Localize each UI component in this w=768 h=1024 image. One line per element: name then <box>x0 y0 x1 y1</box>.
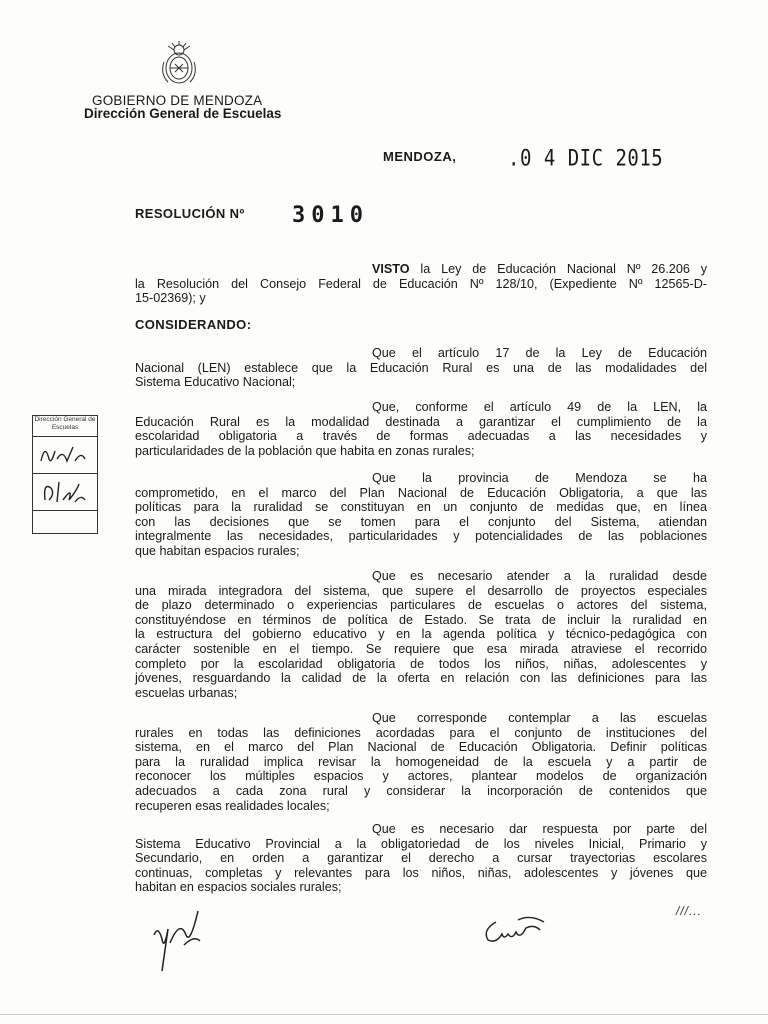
paragraph-line: rurales en todas las definiciones acordadas para el conjunto de instituciones del <box>135 725 707 740</box>
resolution-number: 3010 <box>292 203 369 228</box>
paragraph-line: Que es necesario atender a la ruralidad desde <box>372 569 707 583</box>
paragraph-line: carácter sostenible en el tiempo. Se requiere que esa mirada atraviese el recorrido <box>135 641 707 656</box>
page-edge <box>0 1014 768 1015</box>
paragraph-line: sistema, en el marco del Plan Nacional de Educación Obligatoria. Definir políticas <box>135 740 707 755</box>
paragraph-line: integralmente las necesidades, particularidades y potencialidades de las poblaciones <box>135 529 707 544</box>
paragraph-line: Que es necesario dar respuesta por parte del <box>372 822 707 836</box>
paragraph-line: de plazo determinado o experiencias particulares de escuelas o actores del sistema, <box>135 598 707 613</box>
signature-icon <box>140 905 210 975</box>
paragraph-line: escolaridad obligatoria a través de formas adecuadas a las necesidades y <box>135 429 707 444</box>
paragraph-line: para la ruralidad implica revisar la homogeneidad de la escuela y a partir de <box>135 754 707 769</box>
date-stamp: .0 4 DIC 2015 <box>508 146 664 172</box>
paragraph-line: escuelas urbanas; <box>135 685 238 700</box>
stamp-heading: Dirección General de Escuelas <box>33 416 97 437</box>
paragraph-line: adecuados a cada zona rural y considerar la incorporación de contenidos que <box>135 783 707 798</box>
visto-line: la Resolución del Consejo Federal de Educación Nº 128/10, (Expediente Nº 12565-D- <box>135 276 707 291</box>
paragraph-line: constituyéndose en términos de política de Estado. Se trata de incluir la ruralidad en <box>135 612 707 627</box>
resolution-label: RESOLUCIÓN Nº <box>135 206 245 221</box>
considerando-paragraph <box>135 711 707 813</box>
paragraph-line: que habitan espacios rurales; <box>135 543 300 558</box>
visto-keyword: VISTO <box>372 262 410 276</box>
visto-line: 15-02369); y <box>135 291 206 306</box>
mendoza-seal-icon <box>158 40 200 88</box>
visto-paragraph <box>135 262 707 306</box>
approval-stamp-box <box>32 415 98 534</box>
paragraph-line: Que corresponde contemplar a las escuelas <box>372 711 707 725</box>
paragraph-line: Que, conforme el artículo 49 de la LEN, la <box>372 400 707 414</box>
paragraph-line: jóvenes, resguardando la calidad de la oferta en relación con las definiciones para las <box>135 671 707 686</box>
paragraph-line: reconocer los múltiples espacios y actores, plantear modelos de organización <box>135 769 707 784</box>
paragraph-line: Educación Rural es la modalidad destinada a garantizar el cumplimiento de la <box>135 414 707 429</box>
paragraph-line: Sistema Educativo Provincial a la obligatoriedad de los niveles Inicial, Primario y <box>135 836 707 851</box>
paragraph-line: Nacional (LEN) establece que la Educación Rural es una de las modalidades del <box>135 360 707 375</box>
paragraph-line: particularidades de la población que habita en zonas rurales; <box>135 443 475 458</box>
paragraph-line: Que la provincia de Mendoza se ha <box>372 471 707 485</box>
department-name: Dirección General de Escuelas <box>84 106 282 121</box>
considerando-paragraph <box>135 400 707 458</box>
paragraph-line: Secundario, en orden a garantizar el derecho a cursar trayectorias escolares <box>135 851 707 866</box>
paragraph-line: habitan en espacios sociales rurales; <box>135 880 342 895</box>
initials-signature-icon <box>33 474 97 510</box>
stamp-initials-cell <box>33 474 97 511</box>
stamp-initials-cell <box>33 437 97 474</box>
paragraph-line: continuas, completas y relevantes para los niños, niñas, adolescentes y jóvenes que <box>135 865 707 880</box>
paragraph-line: con las decisiones que se tomen para el conjunto del Sistema, atiendan <box>135 514 707 529</box>
paragraph-line: políticas para la ruralidad se constituyan en un conjunto de medidas que, en línea <box>135 500 707 515</box>
paragraph-line: Que el artículo 17 de la Ley de Educación <box>372 346 707 360</box>
paragraph-line: la estructura del gobierno educativo y en la agenda política y técnico-pedagógica con <box>135 627 707 642</box>
government-name: GOBIERNO DE MENDOZA <box>92 93 263 108</box>
paragraph-line: comprometido, en el marco del Plan Nacional de Educación Obligatoria, a que las <box>135 485 707 500</box>
considerando-heading: CONSIDERANDO: <box>135 317 252 332</box>
paragraph-line: recuperen esas realidades locales; <box>135 798 330 813</box>
considerando-paragraph <box>135 569 707 700</box>
visto-line: la Ley de Educación Nacional Nº 26.206 y <box>409 262 707 276</box>
considerando-paragraph <box>135 471 707 559</box>
paragraph-line: completo por la escolaridad obligatoria de todos los niños, niñas, adolescentes y <box>135 656 707 671</box>
signature-icon <box>478 910 558 950</box>
continuation-mark: ///... <box>676 904 703 918</box>
initials-signature-icon <box>33 437 97 473</box>
considerando-paragraph <box>135 346 707 390</box>
paragraph-line: una mirada integradora del sistema, que supere el desarrollo de proyectos especiales <box>135 583 707 598</box>
place-label: MENDOZA, <box>383 149 457 164</box>
paragraph-line: Sistema Educativo Nacional; <box>135 375 296 390</box>
considerando-paragraph <box>135 822 707 895</box>
